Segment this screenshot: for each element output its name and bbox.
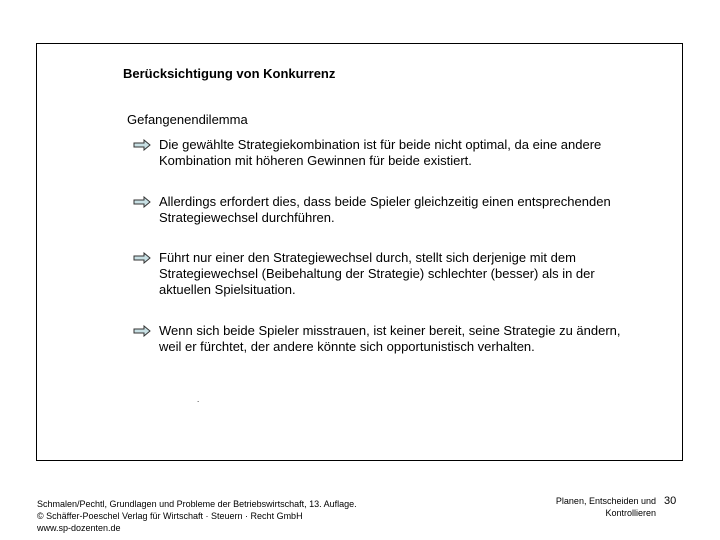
bullet-item: Wenn sich beide Spieler misstrauen, ist keiner bereit, seine Strategie zu ändern, weil er fürchtet, der andere könnte sich opportunistisch verhalten. bbox=[133, 323, 633, 355]
page-number: 30 bbox=[664, 495, 677, 507]
arrow-icon bbox=[133, 325, 151, 337]
bullet-item: Führt nur einer den Strategiewechsel durch, stellt sich derjenige mit dem Strategiewechsel (Beibehaltung der Strategie) schlechter (besser) als in der aktuellen Spielsituation. bbox=[133, 250, 633, 298]
stray-dot: . bbox=[197, 395, 200, 404]
arrow-icon bbox=[133, 196, 151, 208]
bullet-item: Die gewählte Strategiekombination ist für beide nicht optimal, da eine andere Kombination mit höheren Gewinnen für beide existiert. bbox=[133, 137, 633, 169]
slide-title: Berücksichtigung von Konkurrenz bbox=[123, 66, 336, 81]
slide-subtitle: Gefangenendilemma bbox=[127, 112, 248, 127]
bullet-item: Allerdings erfordert dies, dass beide Spieler gleichzeitig einen entsprechenden Strategiewechsel durchführen. bbox=[133, 194, 633, 226]
arrow-icon bbox=[133, 252, 151, 264]
footer-chapter: Planen, Entscheiden und Kontrollieren bbox=[555, 496, 656, 518]
footer-citation: Schmalen/Pechtl, Grundlagen und Probleme der Betriebswirtschaft, 13. Auflage. © Schäffer-Poeschel Verlag für Wirtschaft · Steuern · Recht GmbH www.sp-dozenten.de bbox=[37, 499, 357, 533]
arrow-icon bbox=[133, 139, 151, 151]
